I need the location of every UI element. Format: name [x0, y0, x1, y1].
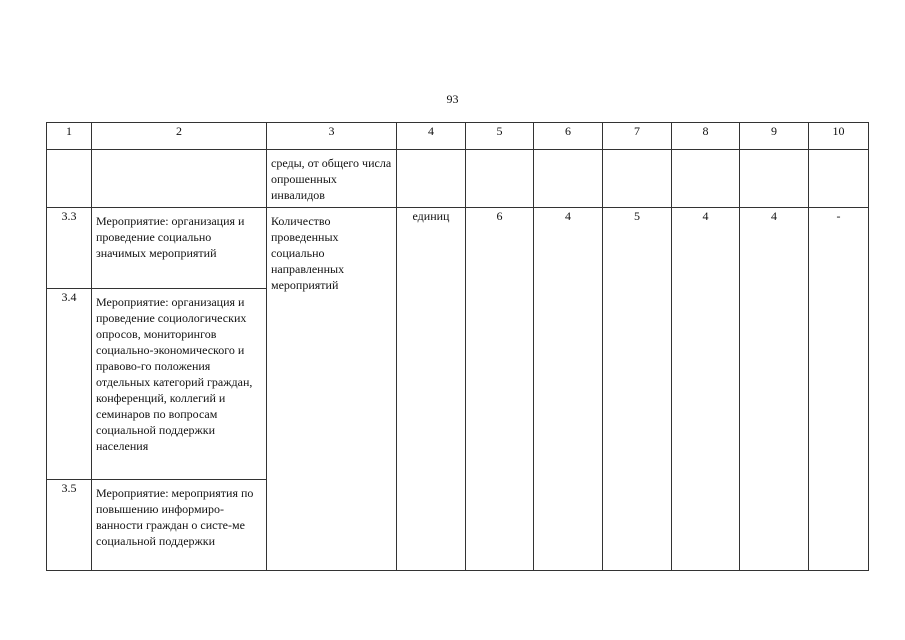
empty-cell: [397, 150, 466, 208]
header-cell: 9: [740, 123, 809, 150]
unit-cell: единиц: [397, 208, 466, 571]
empty-cell: [809, 150, 869, 208]
header-cell: 6: [534, 123, 603, 150]
event-text: Мероприятие: организация и проведение социально значимых мероприятий: [96, 214, 245, 260]
table-row: [47, 208, 869, 289]
header-cell: 5: [466, 123, 534, 150]
empty-cell: [534, 150, 603, 208]
empty-cell: [672, 150, 740, 208]
empty-cell: [92, 150, 267, 208]
event-text: Мероприятие: мероприятия по повышению информиро-ванности граждан о систе-ме социальной поддержки: [96, 486, 254, 548]
header-cell: 2: [92, 123, 267, 150]
value-cell: 6: [466, 208, 534, 571]
header-cell: 7: [603, 123, 672, 150]
empty-cell: [603, 150, 672, 208]
continuation-row: [47, 150, 869, 208]
indicator-cell: [267, 208, 397, 571]
value-cell: 5: [603, 208, 672, 571]
indicators-table: [46, 122, 869, 571]
header-row: [47, 123, 869, 150]
row-number: 3.5: [47, 480, 92, 571]
header-cell: 4: [397, 123, 466, 150]
header-cell: 10: [809, 123, 869, 150]
header-cell: 3: [267, 123, 397, 150]
value-cell: -: [809, 208, 869, 571]
event-cell: [92, 208, 267, 289]
empty-cell: [466, 150, 534, 208]
indicator-cell: [267, 150, 397, 208]
row-number: 3.4: [47, 289, 92, 480]
event-text: Мероприятие: организация и проведение социологических опросов, мониторингов социально-экономического и правово-го положения отдельных категорий граждан, конференций, коллегий и семинаров по вопросам социальной поддержки населения: [96, 295, 253, 453]
row-number: 3.3: [47, 208, 92, 289]
event-cell: [92, 289, 267, 480]
value-cell: 4: [672, 208, 740, 571]
empty-cell: [47, 150, 92, 208]
event-cell: [92, 480, 267, 571]
value-cell: 4: [740, 208, 809, 571]
header-cell: 1: [47, 123, 92, 150]
header-cell: 8: [672, 123, 740, 150]
page-number: 93: [446, 92, 459, 106]
indicator-text: среды, от общего числа опрошенных инвалидов: [271, 156, 392, 202]
value-cell: 4: [534, 208, 603, 571]
empty-cell: [740, 150, 809, 208]
indicator-text: Количество проведенных социально направленных мероприятий: [271, 214, 345, 292]
